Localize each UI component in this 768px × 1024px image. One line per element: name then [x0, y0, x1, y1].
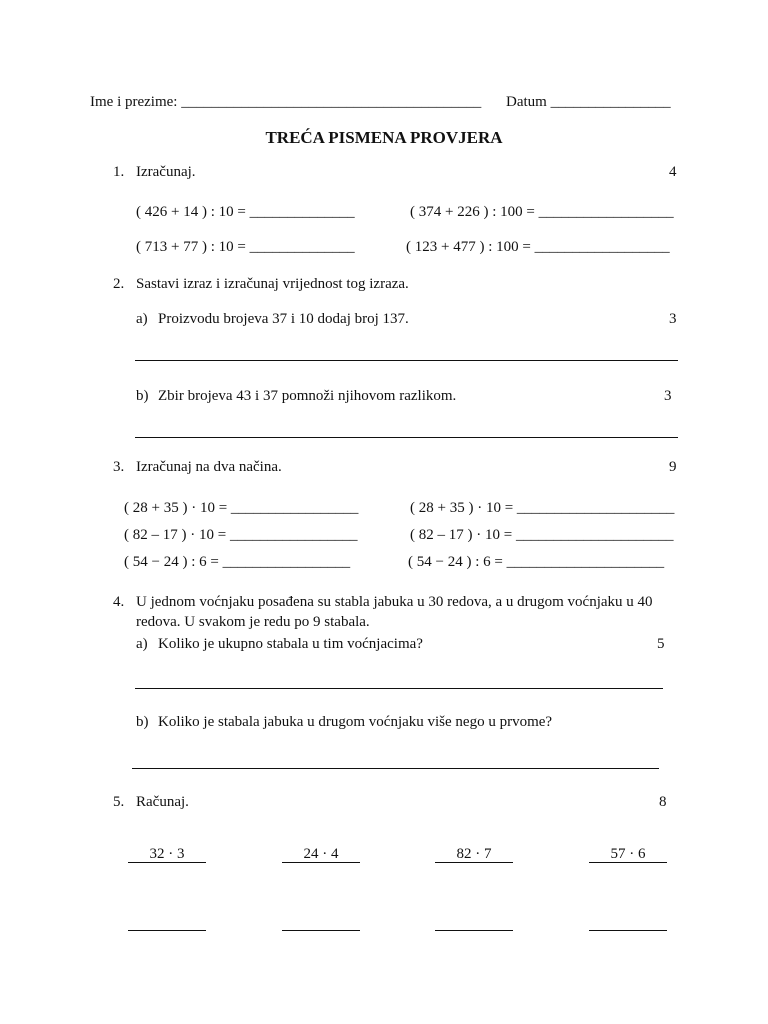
task-4a-letter: a)	[136, 636, 148, 652]
task-2a-points: 3	[669, 311, 677, 327]
task-2a-answer-line	[135, 360, 678, 361]
task-2-number: 2.	[113, 276, 125, 292]
task-4a-answer-line	[135, 688, 663, 689]
task-4-text-line-1: U jednom voćnjaku posađena su stabla jabuka u 30 redova, a u drugom voćnjaku u 40	[136, 594, 653, 610]
task-5-product: 24 · 4	[303, 846, 339, 862]
task-5-answer-line	[435, 930, 513, 931]
task-2b-answer-line	[135, 437, 678, 438]
task-5-instruction: Računaj.	[136, 794, 189, 810]
task-4-number: 4.	[113, 594, 125, 610]
task-4b-text: Koliko je stabala jabuka u drugom voćnjaku više nego u prvome?	[158, 714, 553, 730]
task-3-number: 3.	[113, 459, 125, 475]
task-3-instruction: Izračunaj na dva načina.	[136, 459, 282, 475]
task-5-product-underline	[128, 862, 206, 863]
task-2b-points: 3	[664, 388, 672, 404]
task-4a-points: 5	[657, 636, 665, 652]
task-5-number: 5.	[113, 794, 125, 810]
task-1-expression: ( 426 + 14 ) : 10 = ______________	[136, 204, 355, 220]
task-1-expression: ( 123 + 477 ) : 100 = __________________	[406, 239, 670, 255]
name-field-label: Ime i prezime: ________________________________________	[90, 94, 482, 110]
task-5-product-underline	[435, 862, 513, 863]
page-title: TREĆA PISMENA PROVJERA	[265, 128, 503, 147]
task-5-answer-line	[282, 930, 360, 931]
task-5-product: 82 · 7	[456, 846, 492, 862]
task-2-instruction: Sastavi izraz i izračunaj vrijednost tog izraza.	[136, 276, 409, 292]
task-5-points: 8	[659, 794, 667, 810]
task-5-answer-line	[128, 930, 206, 931]
task-5-product-underline	[589, 862, 667, 863]
task-1-expression: ( 713 + 77 ) : 10 = ______________	[136, 239, 355, 255]
task-5-product: 32 · 3	[149, 846, 185, 862]
task-3-expression: ( 28 + 35 ) · 10 = _________________	[124, 500, 359, 516]
task-5-product: 57 · 6	[610, 846, 646, 862]
task-5-product-underline	[282, 862, 360, 863]
task-5-answer-line	[589, 930, 667, 931]
task-1-instruction: Izračunaj.	[136, 164, 196, 180]
task-3-expression: ( 54 − 24 ) : 6 = _____________________	[408, 554, 665, 570]
task-3-expression: ( 28 + 35 ) · 10 = _____________________	[410, 500, 675, 516]
date-field-label: Datum ________________	[506, 94, 671, 110]
task-4a-text: Koliko je ukupno stabala u tim voćnjacima?	[158, 636, 423, 652]
task-4-text-line-2: redova. U svakom je redu po 9 stabala.	[136, 614, 370, 630]
task-3-expression: ( 54 − 24 ) : 6 = _________________	[124, 554, 351, 570]
task-4b-letter: b)	[136, 714, 149, 730]
task-1-points: 4	[669, 164, 677, 180]
task-3-expression: ( 82 – 17 ) · 10 = _____________________	[410, 527, 674, 543]
task-1-number: 1.	[113, 164, 125, 180]
task-1-expression: ( 374 + 226 ) : 100 = __________________	[410, 204, 674, 220]
task-4b-answer-line	[132, 768, 659, 769]
task-2a-text: Proizvodu brojeva 37 i 10 dodaj broj 137.	[158, 311, 409, 327]
task-3-expression: ( 82 – 17 ) · 10 = _________________	[124, 527, 358, 543]
task-2b-text: Zbir brojeva 43 i 37 pomnoži njihovom razlikom.	[158, 388, 457, 404]
task-3-points: 9	[669, 459, 677, 475]
task-2a-letter: a)	[136, 311, 148, 327]
task-2b-letter: b)	[136, 388, 149, 404]
